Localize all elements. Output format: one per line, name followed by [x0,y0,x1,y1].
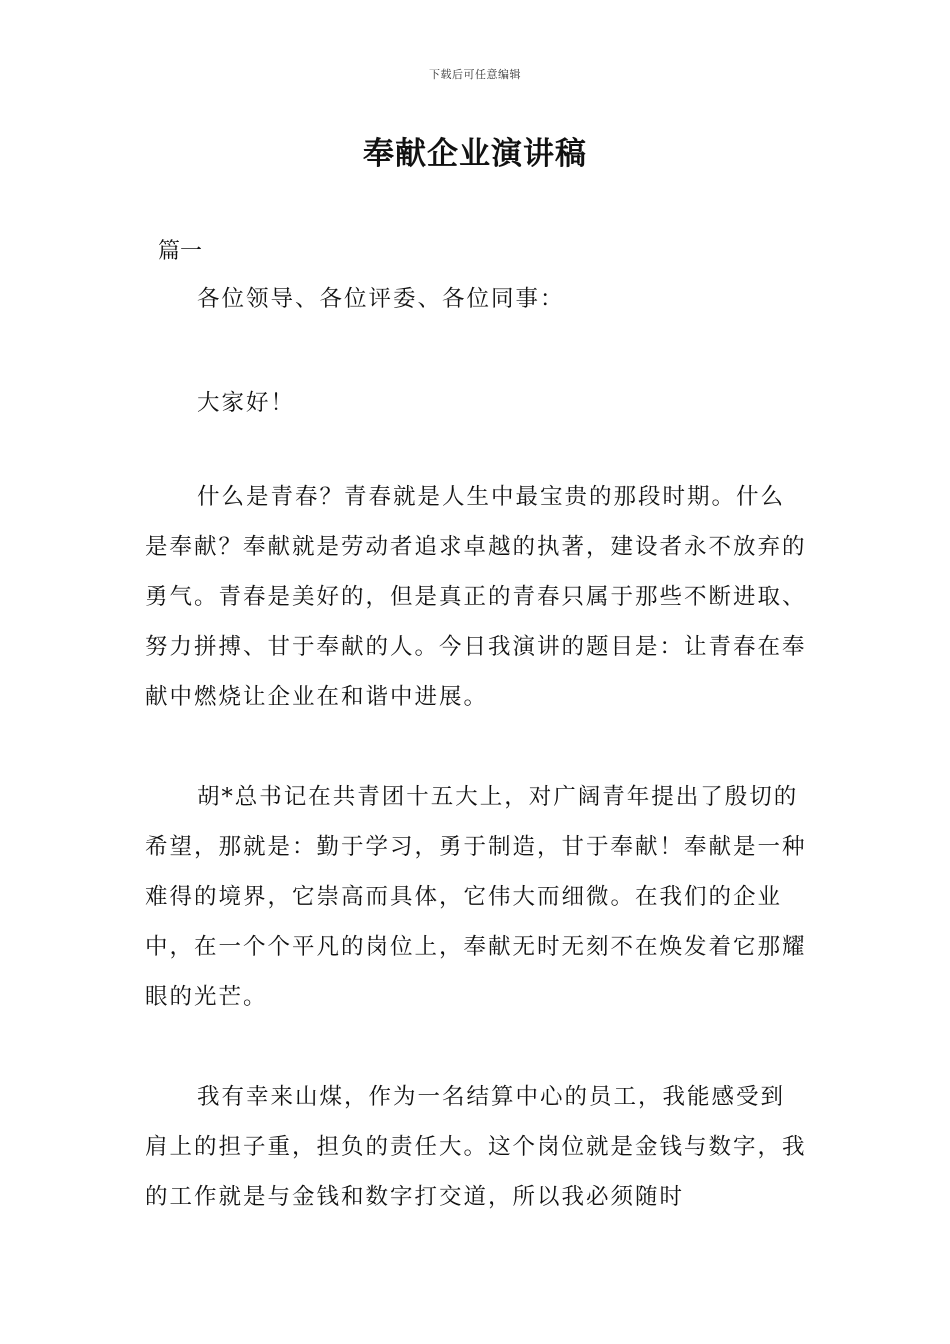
body-paragraph-2: 胡*总书记在共青团十五大上，对广阔青年提出了殷切的希望，那就是：勤于学习，勇于制造，甘于奉献！奉献是一种难得的境界，它崇高而具体，它伟大而细微。在我们的企业中，在一个个平凡的岗位上，奉献无时无刻不在焕发着它那耀眼的光芒。 [145,784,807,1010]
greeting-paragraph: 各位领导、各位评委、各位同事： [197,286,565,312]
body-paragraph-1: 什么是青春？青春就是人生中最宝贵的那段时期。什么是奉献？奉献就是劳动者追求卓越的执著，建设者永不放弃的勇气。青春是美好的，但是真正的青春只属于那些不断进取、努力拼搏、甘于奉献的人。今日我演讲的题目是：让青春在奉献中燃烧让企业在和谐中进展。 [145,484,807,710]
section-label: 篇一 [158,239,203,264]
header-note: 下载后可任意编辑 [429,68,521,81]
body-paragraph-3: 我有幸来山煤，作为一名结算中心的员工，我能感受到肩上的担子重，担负的责任大。这个岗位就是金钱与数字，我的工作就是与金钱和数字打交道，所以我必须随时 [145,1084,807,1210]
hello-paragraph: 大家好！ [197,390,296,416]
page-title: 奉献企业演讲稿 [363,136,587,172]
